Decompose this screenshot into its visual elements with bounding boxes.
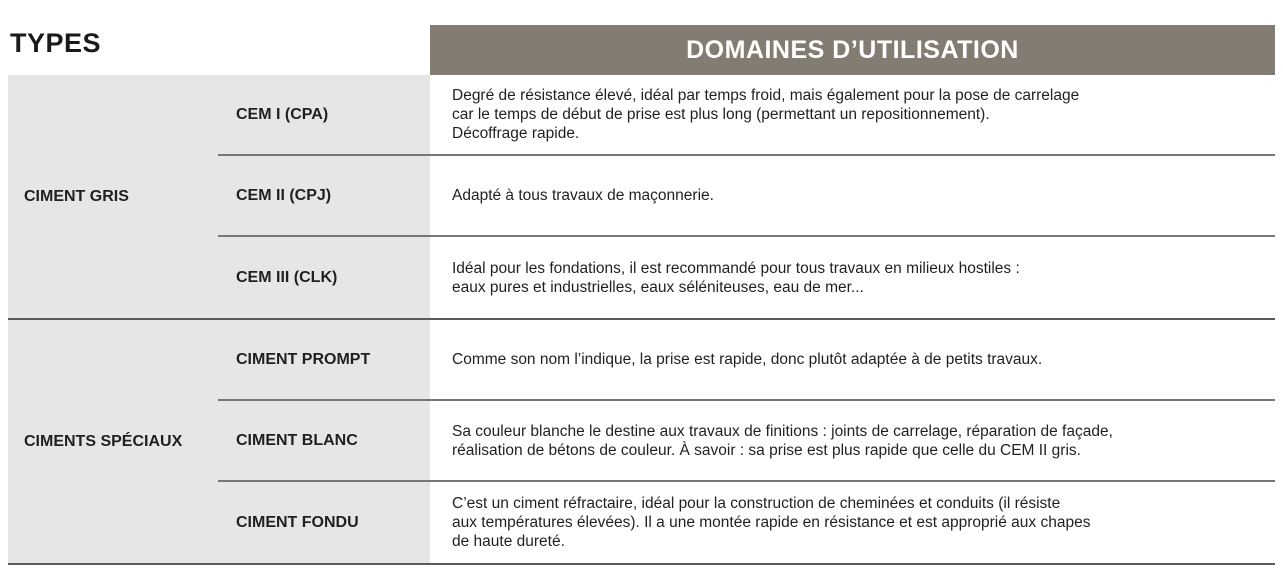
group-rows xyxy=(218,320,1275,563)
description-line: Degré de résistance élevé, idéal par temps froid, mais également pour la pose de carrelage xyxy=(452,87,1080,104)
types-title: TYPES xyxy=(10,28,102,58)
group-rows xyxy=(218,75,1275,318)
description-line: eaux pures et industrielles, eaux séléniteuses, eau de mer... xyxy=(452,278,864,296)
table-row xyxy=(218,156,1275,237)
group-ciment-gris xyxy=(8,75,1275,320)
description-line: Adapté à tous travaux de maçonnerie. xyxy=(452,187,714,204)
domaines-title: DOMAINES D’UTILISATION xyxy=(430,25,1275,75)
description-cell xyxy=(430,237,1275,318)
description-line: Idéal pour les fondations, il est recommandé pour tous travaux en milieux hostiles : xyxy=(452,259,1020,277)
type-cell: CEM II (CPJ) xyxy=(218,156,430,235)
type-cell: CIMENT BLANC xyxy=(218,401,430,480)
table-header xyxy=(0,0,1283,75)
description-line: Sa couleur blanche le destine aux travaux de finitions : joints de carrelage, réparation de façade, xyxy=(452,422,1113,440)
description-line: car le temps de début de prise est plus long (permettant un repositionnement). xyxy=(452,106,990,123)
description-cell xyxy=(430,156,1275,235)
cement-table xyxy=(8,75,1275,565)
description-line: aux températures élevées). Il a une montée rapide en résistance et est approprié aux chapes xyxy=(452,514,1091,531)
description-line: Décoffrage rapide. xyxy=(452,125,580,142)
type-cell: CEM I (CPA) xyxy=(218,75,430,154)
group-label: CIMENTS SPÉCIAUX xyxy=(8,320,218,563)
description-cell xyxy=(430,401,1275,480)
description-line: C’est un ciment réfractaire, idéal pour la construction de cheminées et conduits (il résiste xyxy=(452,495,1061,512)
description-line: Comme son nom l’indique, la prise est rapide, donc plutôt adaptée à de petits travaux. xyxy=(452,351,1043,368)
description-line: réalisation de bétons de couleur. À savoir : sa prise est plus rapide que celle du CEM II gris. xyxy=(452,441,1081,459)
description-cell xyxy=(430,482,1275,563)
table-row xyxy=(218,320,1275,401)
group-label: CIMENT GRIS xyxy=(8,75,218,318)
table-row xyxy=(218,237,1275,318)
group-ciments-speciaux xyxy=(8,320,1275,565)
type-cell: CEM III (CLK) xyxy=(218,237,430,318)
table-row xyxy=(218,75,1275,156)
description-line: de haute dureté. xyxy=(452,533,565,550)
description-cell xyxy=(430,320,1275,399)
type-cell: CIMENT FONDU xyxy=(218,482,430,563)
table-row xyxy=(218,401,1275,482)
table-row xyxy=(218,482,1275,563)
type-cell: CIMENT PROMPT xyxy=(218,320,430,399)
description-cell xyxy=(430,75,1275,154)
